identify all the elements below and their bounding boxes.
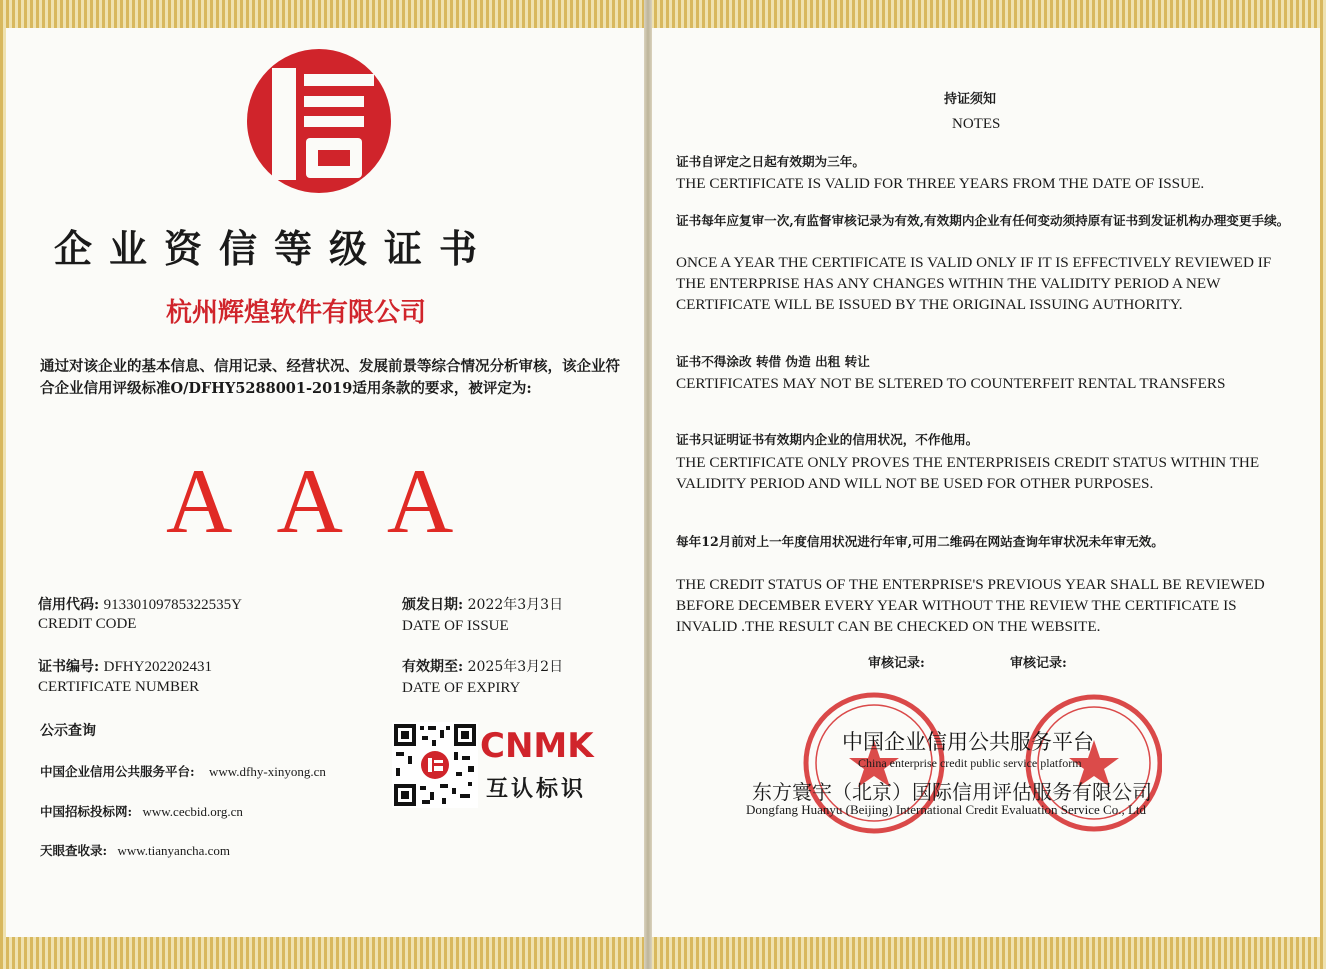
issue-date-value: 2022年3月3日: [467, 597, 564, 613]
cnmk-logo: CNMK: [480, 726, 594, 766]
issue-date-label: 颁发日期:: [402, 597, 464, 613]
link-label: 中国企业信用公共服务平台:: [40, 764, 195, 779]
credit-rating: AAA: [166, 450, 498, 552]
certificate-right-page: [652, 28, 1320, 937]
issuing-organization: 东方寰宇（北京）国际信用评估服务有限公司: [752, 780, 1152, 804]
credit-code-row: [38, 594, 242, 614]
public-query-heading: 公示查询: [40, 723, 96, 739]
note-2-en: ONCE A YEAR THE CERTIFICATE IS VALID ONLY IF IT IS EFFECTIVELY REVIEWED IF THE ENTERPRISE HAS ANY CHANGES WITHIN THE VALIDITY PERIOD A NEW CERTIFICATE WILL BE ISSUED BY THE ORIGINAL ISSUING AUTHORITY.: [676, 254, 1272, 313]
link-url[interactable]: www.tianyancha.com: [117, 843, 230, 858]
issuing-organization-en: Dongfang Huanyu (Beijing) International Credit Evaluation Service Co., Ltd: [746, 802, 1147, 817]
company-name: 杭州辉煌软件有限公司: [166, 298, 427, 328]
cert-number-value: DFHY202202431: [103, 659, 212, 675]
review-record-1: 审核记录:: [868, 656, 925, 671]
expiry-date-row: [402, 656, 563, 676]
mutual-recognition-label: 互认标识: [486, 777, 587, 802]
note-5-en: THE CREDIT STATUS OF THE ENTERPRISE'S PREVIOUS YEAR SHALL BE REVIEWED BEFORE DECEMBER EVERY YEAR WITHOUT THE REVIEW THE CERTIFICATE IS INVALID .THE RESULT CAN BE CHECKED ON THE WEBSITE.: [676, 576, 1265, 635]
certificate-left-page: [6, 28, 644, 937]
link-url[interactable]: www.dfhy-xinyong.cn: [208, 764, 326, 779]
qr-code-icon[interactable]: [392, 722, 478, 808]
link-label: 天眼查收录:: [40, 843, 108, 858]
link-row-credit-platform: [40, 762, 326, 780]
intro-text: 通过对该企业的基本信息、信用记录、经营状况、发展前景等综合情况分析审核，该企业符合企业信用评级标准O/DFHY5288001-2019适用条款的要求，被评定为:: [40, 358, 620, 397]
notes-heading-cn: 持证须知: [944, 92, 997, 107]
review-record-2: 审核记录:: [1010, 656, 1067, 671]
note-4-cn: 证书只证明证书有效期内企业的信用状况，不作他用。: [676, 432, 979, 447]
cert-number-label: 证书编号:: [38, 659, 100, 675]
credit-code-label: 信用代码:: [38, 597, 100, 613]
credit-code-value: 91330109785322535Y: [103, 597, 242, 613]
note-1-en: THE CERTIFICATE IS VALID FOR THREE YEARS FROM THE DATE OF ISSUE.: [676, 175, 1205, 192]
platform-name: 中国企业信用公共服务平台: [842, 730, 1094, 754]
note-4-en: THE CERTIFICATE ONLY PROVES THE ENTERPRISEIS CREDIT STATUS WITHIN THE VALIDITY PERIOD AND WILL NOT BE USED FOR OTHER PURPOSES.: [676, 454, 1260, 492]
expiry-date-value: 2025年3月2日: [467, 659, 564, 675]
credit-code-en: CREDIT CODE: [38, 616, 137, 632]
note-3-en: CERTIFICATES MAY NOT BE SLTERED TO COUNTERFEIT RENTAL TRANSFERS: [676, 375, 1226, 392]
xin-logo-icon: [244, 46, 394, 196]
cert-number-row: [38, 656, 212, 676]
issue-date-en: DATE OF ISSUE: [402, 618, 509, 634]
expiry-date-label: 有效期至:: [402, 659, 464, 675]
link-url[interactable]: www.cecbid.org.cn: [142, 804, 243, 819]
note-2-cn: 证书每年应复审一次,有监督审核记录为有效,有效期内企业有任何变动须持原有证书到发证机构办理变更手续。: [676, 213, 1290, 228]
expiry-date-en: DATE OF EXPIRY: [402, 680, 521, 696]
note-3-cn: 证书不得涂改 转借 伪造 出租 转让: [676, 354, 870, 369]
link-row-tianyancha: [40, 841, 230, 859]
link-label: 中国招标投标网:: [40, 804, 133, 819]
page-fold: [644, 0, 652, 969]
notes-heading-en: NOTES: [952, 116, 1001, 132]
issue-date-row: [402, 594, 563, 614]
cert-number-en: CERTIFICATE NUMBER: [38, 679, 200, 695]
note-5-cn: 每年12月前对上一年度信用状况进行年审,可用二维码在网站查询年审状况未年审无效。: [676, 534, 1164, 549]
note-1-cn: 证书自评定之日起有效期为三年。: [676, 154, 865, 169]
certificate-title: 企业资信等级证书: [54, 227, 495, 271]
platform-name-en: China enterprise credit public service platform: [858, 756, 1082, 770]
link-row-cecbid: [40, 802, 243, 820]
